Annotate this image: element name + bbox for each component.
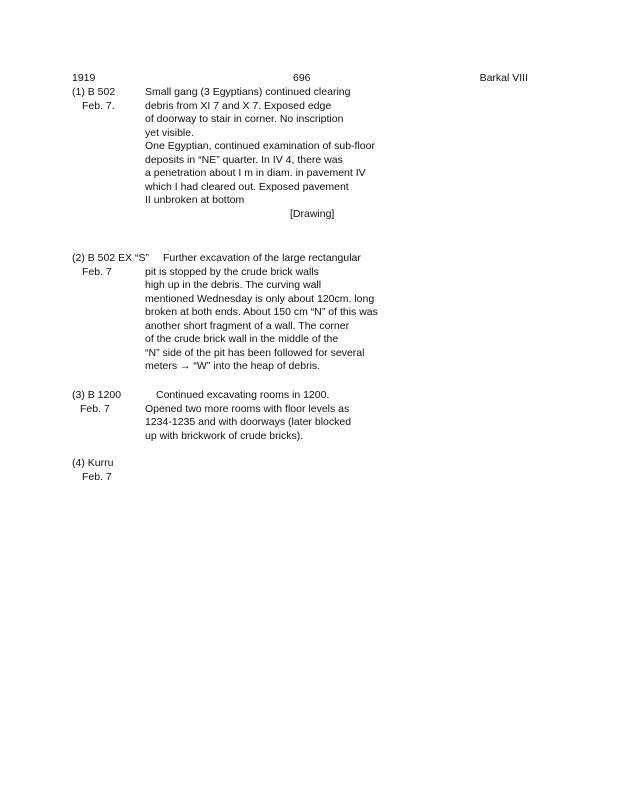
drawing-note: [Drawing] — [290, 208, 335, 220]
entry-line: II unbroken at bottom — [145, 194, 245, 206]
entry-label: (4) Kurru — [72, 457, 114, 469]
entry-line: Further excavation of the large rectangular — [163, 252, 361, 264]
entry-label: (2) B 502 EX “S” — [72, 252, 150, 264]
entry-body — [145, 252, 378, 374]
entry-body — [145, 86, 375, 208]
entry-line: Continued excavating rooms in 1200. — [156, 389, 330, 401]
page-number: 696 — [293, 72, 311, 84]
entry-line: of the crude brick wall in the middle of the — [145, 333, 339, 345]
entry-line: mentioned Wednesday is only about 120cm. long — [145, 292, 375, 305]
entry-line: One Egyptian, continued examination of sub-floor — [145, 140, 375, 152]
entry-line: a penetration about I m in diam. in pavement IV — [145, 167, 366, 179]
entry-date: Feb. 7 — [80, 403, 110, 415]
entry-label: (3) B 1200 — [72, 389, 122, 401]
notebook-title: Barkal VIII — [479, 72, 528, 84]
entry-label: (1) B 502 — [72, 86, 116, 98]
entry-line: pit is stopped by the crude brick walls — [145, 265, 319, 278]
entry-line: broken at both ends. About 150 cm “N” of this was — [145, 306, 378, 318]
entry-line: deposits in “NE” quarter. In IV 4, there was — [145, 153, 343, 166]
entry-date: Feb. 7 — [82, 266, 112, 278]
entry-date: Feb. 7 — [82, 471, 112, 483]
entry-line: high up in the debris. The curving wall — [145, 279, 322, 291]
entry-line: “N” side of the pit has been followed for several — [145, 346, 365, 359]
entry-line: of doorway to stair in corner. No inscription — [145, 113, 344, 125]
entry-line: Small gang (3 Egyptians) continued clearing — [145, 86, 351, 98]
entry-line: yet visible. — [145, 126, 195, 139]
entry-line: up with brickwork of crude bricks). — [145, 429, 304, 442]
year: 1919 — [72, 72, 96, 84]
entry-line: debris from XI 7 and X 7. Exposed edge — [145, 99, 332, 112]
entry-line: meters → “W” into the heap of debris. — [145, 360, 321, 372]
entry-line: which I had cleared out. Exposed pavement — [145, 180, 349, 193]
entry-line: 1234-1235 and with doorways (later blocked — [145, 416, 352, 428]
entry-date: Feb. 7. — [82, 100, 115, 112]
entry-line: another short fragment of a wall. The corner — [145, 319, 350, 332]
entry-line: Opened two more rooms with floor levels as — [145, 402, 350, 415]
entry-body — [145, 389, 351, 443]
